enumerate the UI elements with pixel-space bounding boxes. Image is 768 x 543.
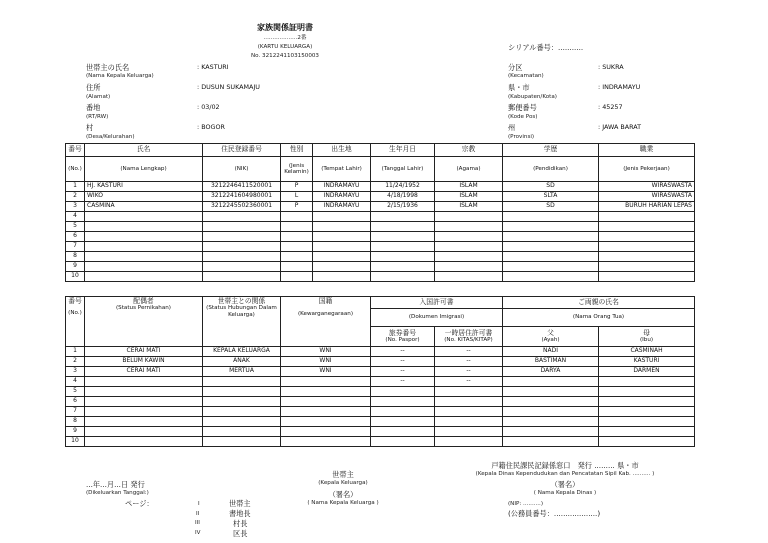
- nationality-header-id: (Kewarganegaraan): [297, 311, 354, 318]
- table2-cell: WNI: [281, 367, 371, 377]
- postal-code-label-id: (Kode Pos): [508, 114, 538, 120]
- regency-label: 県・市: [508, 83, 530, 92]
- table1-cell: 8: [66, 252, 85, 262]
- family-member-row: [66, 202, 695, 212]
- family-member-row: [66, 192, 695, 202]
- province-label-id: (Provinsi): [508, 134, 535, 140]
- address-value: DUSUN SUKAMAJU: [201, 83, 260, 91]
- document-no: No. 3212241103150003: [250, 53, 319, 59]
- province-value: JAWA BARAT: [602, 123, 642, 131]
- table2-cell: [371, 387, 435, 397]
- table2-cell: [503, 417, 599, 427]
- col-education-header: 学歴: [543, 145, 558, 154]
- table2-cell: [371, 427, 435, 437]
- table2-cell: [435, 397, 503, 407]
- village-label: 村: [86, 123, 94, 132]
- table2-cell: [435, 417, 503, 427]
- father-header-id: (Ayah): [541, 337, 560, 344]
- table2-cell: [371, 417, 435, 427]
- table2-cell: [85, 407, 203, 417]
- table1-cell: [599, 212, 695, 222]
- passport-no-header-id: (No. Paspor): [385, 337, 420, 344]
- table1-cell: 10: [66, 272, 85, 282]
- family-relation-row: [66, 357, 695, 367]
- table1-cell: [599, 252, 695, 262]
- family-relation-row: [66, 407, 695, 417]
- table1-cell: [313, 242, 371, 252]
- table1-cell: [503, 232, 599, 242]
- roman-1: I: [198, 501, 200, 507]
- head-name-value: KASTURI: [201, 63, 229, 71]
- table1-cell: [313, 262, 371, 272]
- head-signature-name: ( Nama Kepala Keluarga ): [307, 500, 379, 506]
- table2-cell: [203, 437, 281, 447]
- t2-col-no-header-id: (No.): [68, 310, 82, 317]
- table1-cell: [435, 252, 503, 262]
- table1-cell: [203, 252, 281, 262]
- table2-cell: [85, 417, 203, 427]
- table1-cell: 3212245502360001: [203, 202, 281, 212]
- table1-cell: INDRAMAYU: [313, 192, 371, 202]
- table2-cell: [503, 437, 599, 447]
- table2-cell: --: [435, 347, 503, 357]
- table2-cell: 5: [66, 387, 85, 397]
- table1-cell: ISLAM: [435, 202, 503, 212]
- table1-cell: [371, 272, 435, 282]
- col-name-header: 氏名: [136, 145, 151, 154]
- table2-cell: BELUM KAWIN: [85, 357, 203, 367]
- head-signature-title: 世帯主: [332, 470, 354, 479]
- table2-cell: [599, 417, 695, 427]
- table2-cell: 1: [66, 347, 85, 357]
- table2-cell: [203, 377, 281, 387]
- role-head: 世帯主: [229, 499, 251, 508]
- table2-cell: 4: [66, 377, 85, 387]
- table1-cell: [85, 212, 203, 222]
- table1-cell: [85, 222, 203, 232]
- table1-cell: [503, 252, 599, 262]
- table1-cell: [313, 252, 371, 262]
- col-gender-header: 性別: [289, 145, 304, 154]
- table1-cell: [85, 272, 203, 282]
- table2-cell: [371, 437, 435, 447]
- table2-cell: 8: [66, 417, 85, 427]
- family-member-row: [66, 242, 695, 252]
- table1-cell: [371, 252, 435, 262]
- table2-cell: --: [435, 367, 503, 377]
- family-relation-row: [66, 397, 695, 407]
- table1-cell: [435, 262, 503, 272]
- table2-cell: [599, 377, 695, 387]
- postal-code-value: 45257: [602, 103, 623, 111]
- family-relation-row: [66, 437, 695, 447]
- district-value: SUKRA: [602, 63, 624, 71]
- document-number-line: ...................2番: [263, 35, 307, 41]
- table1-cell: SLTA: [503, 192, 599, 202]
- table2-cell: BASTIMAN: [503, 357, 599, 367]
- marital-status-header-id: (Status Pernikahan): [116, 305, 171, 312]
- table1-cell: [203, 272, 281, 282]
- regency-label-id: (Kabupaten/Kota): [508, 94, 557, 100]
- table2-cell: [203, 387, 281, 397]
- table2-cell: KEPALA KELUARGA: [203, 347, 281, 357]
- table2-cell: [503, 407, 599, 417]
- role-village-head: 村長: [233, 519, 248, 528]
- address-label-id: (Alamat): [86, 94, 111, 100]
- father-header: 父: [547, 328, 554, 337]
- page-label: ページ：: [125, 499, 154, 508]
- table1-cell: 2/15/1936: [371, 202, 435, 212]
- office-signature-title: 戸籍住民課民記録係窓口 発行 ......... 県・市: [491, 461, 639, 470]
- table1-cell: [313, 232, 371, 242]
- table1-cell: [203, 222, 281, 232]
- issued-date: ...年...月...日 発行: [86, 480, 145, 489]
- table1-cell: [85, 242, 203, 252]
- table2-cell: WNI: [281, 357, 371, 367]
- table2-cell: [503, 377, 599, 387]
- table2-cell: [281, 407, 371, 417]
- table2-cell: 7: [66, 407, 85, 417]
- col-no-header: 番号: [68, 145, 82, 154]
- family-relation-row: [66, 347, 695, 357]
- table1-cell: [281, 272, 313, 282]
- roman-2: II: [196, 511, 200, 517]
- table2-cell: [203, 397, 281, 407]
- table2-cell: --: [371, 357, 435, 367]
- family-relation-row: [66, 367, 695, 377]
- table1-cell: [371, 262, 435, 272]
- rt-rw-label-id: (RT/RW): [86, 114, 109, 120]
- village-label-id: (Desa/Kelurahan): [86, 134, 135, 140]
- table1-cell: [85, 262, 203, 272]
- province-label: 州: [508, 123, 516, 132]
- document-title: 家族関係証明書: [257, 23, 313, 32]
- table2-cell: 10: [66, 437, 85, 447]
- table1-cell: [371, 242, 435, 252]
- table1-cell: [503, 272, 599, 282]
- table2-cell: 6: [66, 397, 85, 407]
- head-name-label-id: (Nama Kepala Keluarga): [86, 73, 154, 79]
- table1-cell: 4/18/1998: [371, 192, 435, 202]
- head-signature-sign: （署名）: [328, 490, 358, 499]
- table1-cell: [313, 212, 371, 222]
- table1-cell: ISLAM: [435, 192, 503, 202]
- table1-cell: [281, 232, 313, 242]
- family-member-row: [66, 212, 695, 222]
- table2-cell: [371, 397, 435, 407]
- table1-cell: INDRAMAYU: [313, 182, 371, 192]
- table1-cell: 5: [66, 222, 85, 232]
- family-relation-row: [66, 377, 695, 387]
- table1-cell: WIRASWASTA: [599, 192, 695, 202]
- table1-cell: [599, 262, 695, 272]
- table2-cell: MERTUA: [203, 367, 281, 377]
- table1-cell: 11/24/1952: [371, 182, 435, 192]
- kitas-no-header-id: (No. KITAS/KITAP): [444, 337, 493, 344]
- table2-cell: --: [371, 347, 435, 357]
- district-label-id: (Kecamatan): [508, 73, 544, 79]
- table1-cell: [599, 242, 695, 252]
- table1-cell: [435, 232, 503, 242]
- parents-name-header-id: (Nama Orang Tua): [572, 314, 625, 321]
- table2-cell: [203, 417, 281, 427]
- table1-cell: [435, 222, 503, 232]
- postal-code-label: 郵便番号: [508, 103, 537, 112]
- table1-cell: [503, 262, 599, 272]
- table2-cell: DARMEN: [599, 367, 695, 377]
- col-religion-header-id: (Agama): [456, 165, 481, 172]
- mother-header-id: (Ibu): [639, 337, 654, 344]
- table1-cell: [313, 222, 371, 232]
- family-member-row: [66, 232, 695, 242]
- table2-cell: [503, 387, 599, 397]
- col-religion-header: 宗教: [461, 145, 476, 154]
- immigration-doc-header: 入国許可書: [419, 297, 454, 306]
- table1-cell: [281, 212, 313, 222]
- table1-cell: 9: [66, 262, 85, 272]
- table2-cell: DARYA: [503, 367, 599, 377]
- table1-cell: [203, 212, 281, 222]
- table2-cell: CERAI MATI: [85, 367, 203, 377]
- relationship-header-id: (Status Hubungan Dalam Keluarga): [206, 305, 277, 318]
- t2-col-no-header: 番号: [68, 297, 82, 305]
- table1-cell: [503, 222, 599, 232]
- table1-cell: L: [281, 192, 313, 202]
- table1-cell: [85, 252, 203, 262]
- address-label: 住所: [86, 83, 101, 92]
- table1-cell: ISLAM: [435, 182, 503, 192]
- col-nik-header: 住民登録番号: [221, 145, 262, 154]
- family-member-row: [66, 262, 695, 272]
- serial-number: シリアル番号：...........: [508, 43, 584, 52]
- immigration-doc-header-id: (Dokumen Imigrasi): [408, 314, 465, 321]
- table2-cell: --: [435, 377, 503, 387]
- table2-cell: [599, 427, 695, 437]
- table1-cell: WIKO: [85, 192, 203, 202]
- family-member-row: [66, 272, 695, 282]
- table2-cell: [281, 397, 371, 407]
- table1-cell: HJ. KASTURI: [85, 182, 203, 192]
- table1-cell: [85, 232, 203, 242]
- table2-cell: 9: [66, 427, 85, 437]
- col-birthdate-header-id: (Tanggal Lahir): [381, 165, 424, 172]
- table1-cell: 4: [66, 212, 85, 222]
- family-relation-row: [66, 427, 695, 437]
- table2-cell: [435, 427, 503, 437]
- table1-cell: [313, 272, 371, 282]
- table1-cell: [435, 272, 503, 282]
- issued-date-id: (Dikeluarkan Tanggal:): [86, 490, 149, 496]
- family-member-row: [66, 222, 695, 232]
- district-label: 分区: [508, 63, 523, 72]
- col-birthplace-header: 出生地: [331, 145, 352, 154]
- table2-cell: [599, 407, 695, 417]
- document-type: (KARTU KELUARGA): [257, 44, 313, 50]
- table2-cell: [503, 397, 599, 407]
- table1-cell: [503, 212, 599, 222]
- table2-cell: [281, 437, 371, 447]
- village-value: BOGOR: [201, 123, 225, 131]
- col-education-header-id: (Pendidikan): [533, 165, 568, 172]
- table1-cell: [599, 222, 695, 232]
- kitas-no-header: 一時居住許可書: [444, 328, 493, 337]
- regency-value: INDRAMAYU: [602, 83, 641, 91]
- table2-cell: [85, 437, 203, 447]
- table1-cell: [281, 252, 313, 262]
- table1-cell: WIRASWASTA: [599, 182, 695, 192]
- table2-cell: [281, 377, 371, 387]
- table1-cell: 7: [66, 242, 85, 252]
- table1-cell: [599, 272, 695, 282]
- family-member-row: [66, 252, 695, 262]
- head-signature-title-id: (Kepala Keluarga): [318, 480, 368, 486]
- col-no-header-id: (No.): [68, 165, 82, 172]
- table1-cell: [203, 262, 281, 272]
- table2-cell: [435, 387, 503, 397]
- table1-cell: P: [281, 202, 313, 212]
- table2-cell: [435, 437, 503, 447]
- table2-cell: CERAI MATI: [85, 347, 203, 357]
- role-district-head: 区長: [233, 529, 248, 538]
- table2-cell: [203, 407, 281, 417]
- office-signature-sign: （署名）: [550, 480, 580, 489]
- table1-cell: [281, 262, 313, 272]
- table1-cell: CASMINA: [85, 202, 203, 212]
- col-birthplace-header-id: (Tempat Lahir): [321, 165, 362, 172]
- family-relations-table: [65, 296, 695, 447]
- rt-rw-value: 03/02: [201, 103, 220, 111]
- table2-cell: --: [371, 377, 435, 387]
- table1-cell: SD: [503, 202, 599, 212]
- nationality-header: 国籍: [318, 297, 333, 305]
- family-relation-row: [66, 387, 695, 397]
- table2-cell: [85, 397, 203, 407]
- table1-cell: [435, 242, 503, 252]
- table2-cell: [599, 387, 695, 397]
- family-member-row: [66, 182, 695, 192]
- table2-cell: [503, 427, 599, 437]
- head-name-label: 世帯主の氏名: [86, 63, 130, 72]
- table1-cell: 6: [66, 232, 85, 242]
- nip-line: (NIP: ..........): [508, 501, 544, 507]
- table1-cell: 3: [66, 202, 85, 212]
- table2-cell: 2: [66, 357, 85, 367]
- table2-cell: KASTURI: [599, 357, 695, 367]
- col-nik-header-id: (NIK): [234, 165, 249, 172]
- passport-no-header: 旅券番号: [388, 328, 417, 337]
- relationship-header: 世帯主との関係: [217, 297, 266, 305]
- role-address-head: 書地長: [229, 509, 251, 518]
- table1-cell: 3212241604980001: [203, 192, 281, 202]
- table1-cell: BURUH HARIAN LEPAS: [599, 202, 695, 212]
- col-birthdate-header: 生年月日: [388, 145, 417, 154]
- table1-cell: SD: [503, 182, 599, 192]
- table2-cell: [435, 407, 503, 417]
- table1-cell: INDRAMAYU: [313, 202, 371, 212]
- table1-cell: 2: [66, 192, 85, 202]
- table1-cell: [503, 242, 599, 252]
- table1-cell: [371, 232, 435, 242]
- table2-cell: [85, 387, 203, 397]
- table2-cell: [281, 427, 371, 437]
- official-number-line: (公務員番号：...................): [508, 509, 601, 518]
- table1-cell: [371, 222, 435, 232]
- table1-cell: 3212246411520001: [203, 182, 281, 192]
- table1-cell: [281, 222, 313, 232]
- table1-cell: [371, 212, 435, 222]
- table2-cell: [281, 417, 371, 427]
- table1-cell: [435, 212, 503, 222]
- table1-cell: [281, 242, 313, 252]
- mother-header: 母: [643, 328, 650, 337]
- table2-cell: ANAK: [203, 357, 281, 367]
- col-occupation-header-id: (Jenis Pekerjaan): [623, 165, 670, 172]
- rt-rw-label: 番地: [86, 103, 101, 112]
- table2-cell: 3: [66, 367, 85, 377]
- col-occupation-header: 職業: [639, 145, 654, 154]
- family-relation-row: [66, 417, 695, 427]
- family-members-table: [65, 143, 695, 282]
- table2-cell: [599, 437, 695, 447]
- col-name-header-id: (Nama Lengkap): [120, 165, 167, 172]
- table2-cell: NADI: [503, 347, 599, 357]
- table1-header-id-row: [66, 157, 695, 182]
- office-signature-name: ( Nama Kepala Dinas ): [533, 490, 597, 496]
- parents-name-header: ご両親の氏名: [578, 297, 619, 306]
- roman-4: IV: [195, 530, 201, 536]
- table1-header-jp-row: [66, 144, 695, 157]
- table2-cell: [281, 387, 371, 397]
- roman-3: III: [195, 520, 200, 526]
- table2-cell: [599, 397, 695, 407]
- table2-cell: [203, 427, 281, 437]
- table2-cell: [85, 377, 203, 387]
- table2-cell: [371, 407, 435, 417]
- table1-cell: [203, 232, 281, 242]
- table1-cell: [203, 242, 281, 252]
- table1-cell: 1: [66, 182, 85, 192]
- col-gender-header-id: (Jenis Kelamin): [284, 162, 309, 175]
- table2-cell: --: [371, 367, 435, 377]
- table2-cell: [85, 427, 203, 437]
- table1-cell: P: [281, 182, 313, 192]
- table2-cell: WNI: [281, 347, 371, 357]
- table1-cell: [599, 232, 695, 242]
- marital-status-header: 配偶者: [133, 297, 154, 305]
- office-signature-title-id: (Kepala Dinas Kependudukan dan Pencatatan Sipil Kab. .......... ): [475, 471, 655, 477]
- table2-cell: CASMINAH: [599, 347, 695, 357]
- table2-cell: --: [435, 357, 503, 367]
